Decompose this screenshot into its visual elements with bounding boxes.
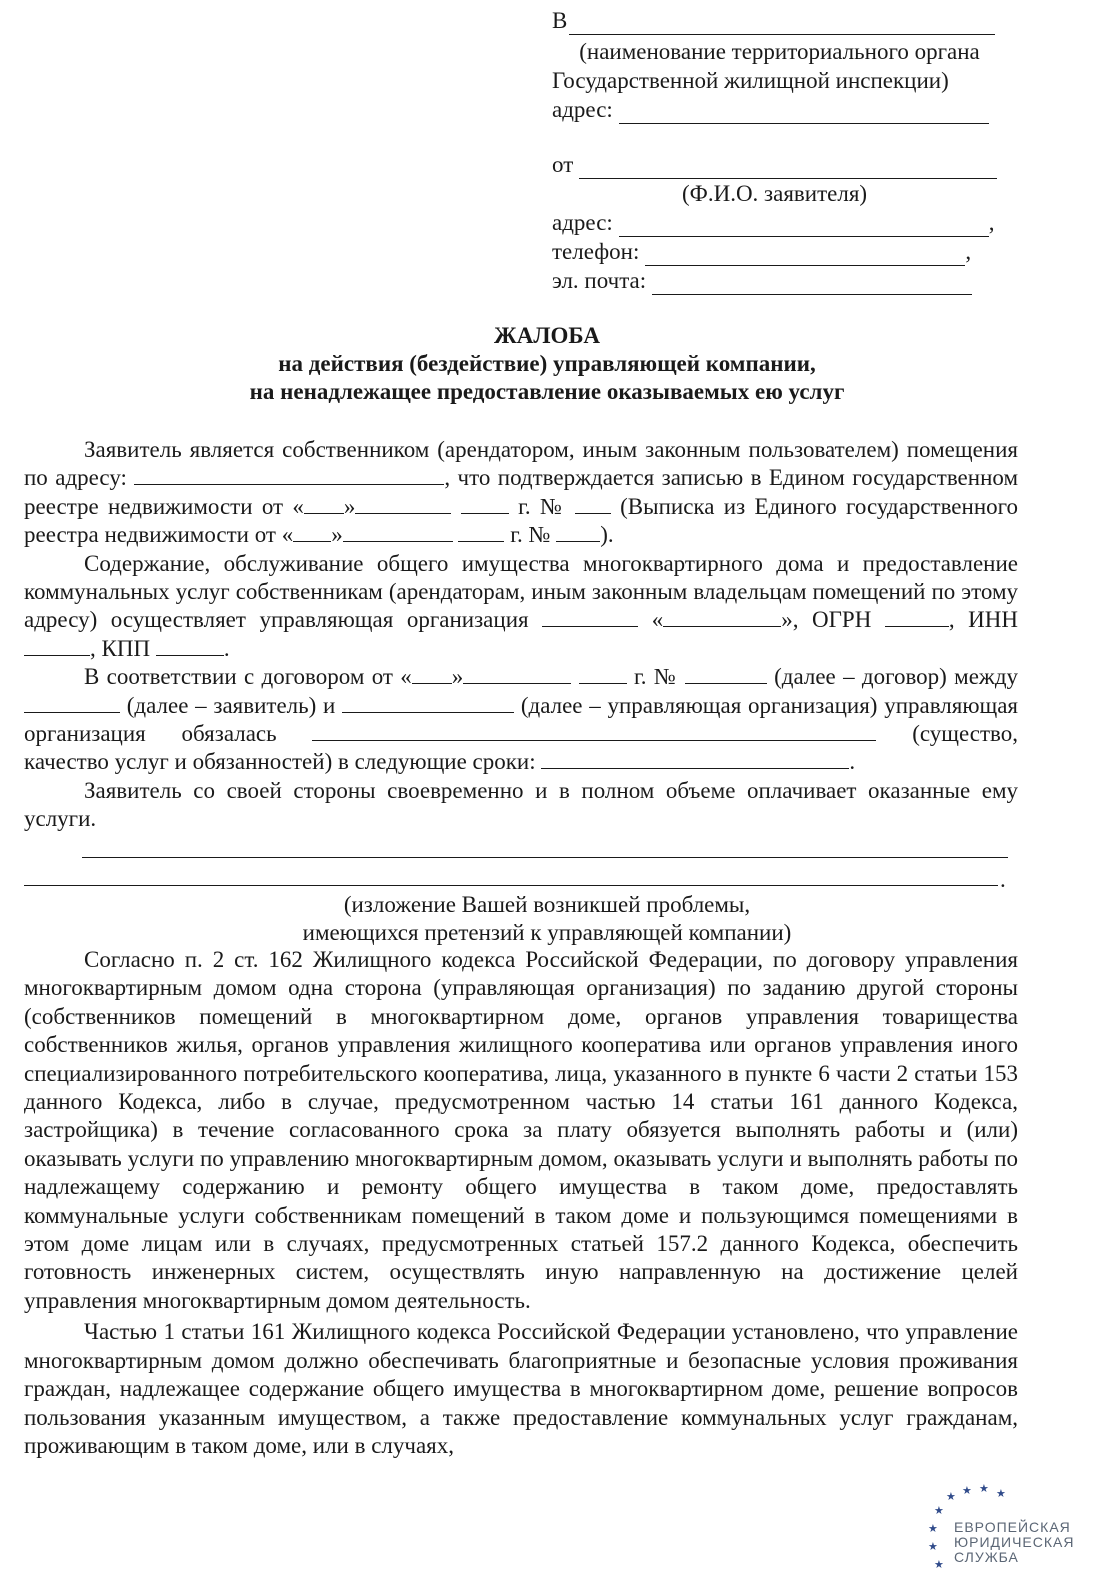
svg-text:★: ★	[996, 1487, 1006, 1500]
addressee-block	[552, 6, 1007, 124]
paragraph-payment: Заявитель со своей стороны своевременно и в полном объеме оплачивает оказанные ему услуги.	[24, 777, 1018, 832]
problem-blank-line2	[24, 885, 998, 886]
organ-note-line1: (наименование территориального органа	[579, 39, 980, 64]
applicant-address-label: адрес:	[552, 210, 613, 235]
to-prefix: В	[552, 8, 568, 33]
inn-blank	[24, 635, 90, 656]
property-address-blank	[134, 464, 444, 485]
svg-text:★: ★	[946, 1490, 956, 1503]
ogrn-blank	[885, 606, 949, 627]
organ-address-blank	[619, 101, 989, 124]
recipient-organ-blank	[569, 12, 995, 35]
title-line3: на ненадлежащее предоставление оказываемых ею услуг	[249, 379, 845, 404]
document-title	[0, 322, 1094, 406]
problem-note-line1: (изложение Вашей возникшей проблемы,	[343, 892, 751, 917]
svg-text:★: ★	[979, 1484, 989, 1495]
paragraph-management-company: Содержание, обслуживание общего имущества многоквартирного дома и предоставление коммунальных услуг собственникам (арендаторам, иным законным владельцам помещений по этому адресу) осуществляет управляющая организация « », ОГРН , ИНН , КПП .	[24, 550, 1019, 661]
svg-text:★: ★	[962, 1484, 972, 1497]
company-name-blank	[542, 606, 638, 627]
paragraph-housing-code-161: Частью 1 статьи 161 Жилищного кодекса Российской Федерации установлено, что управление многоквартирным домом должно обеспечивать благоприятные и безопасные условия проживания граждан, надлежащее содержание общего имущества в многоквартирном доме, решение вопросов пользования указанным имуществом, а также предоставление коммунальных услуг гражданам, проживающим в таком доме, или в случаях,	[24, 1319, 1018, 1458]
phone-label: телефон:	[552, 239, 640, 264]
body-part-1	[24, 436, 1018, 834]
problem-note-line2: имеющихся претензий к управляющей компании)	[302, 920, 792, 945]
applicant-block: от (Ф.И.О. заявителя) адрес: , телефон: , эл. почта:	[552, 150, 1007, 295]
applicant-address-blank	[619, 214, 989, 237]
problem-note	[0, 891, 1094, 947]
title-line2: на действия (бездействие) управляющей компании,	[278, 351, 816, 376]
organ-note-line2: Государственной жилищной инспекции)	[552, 68, 949, 93]
kpp-blank	[156, 635, 224, 656]
body-part-2	[24, 946, 1018, 1460]
paragraph-contract: В соответствии с договором от « » г. № (далее – договор) между (далее – заявитель) и (далее – управляющая организация) управляющая организация обязалась (существо, качество услуг и обязанностей) в следующие сроки: .	[24, 664, 1019, 775]
email-label: эл. почта:	[552, 268, 647, 293]
logo-text: ЕВРОПЕЙСКАЯ ЮРИДИЧЕСКАЯ СЛУЖБА	[954, 1519, 1075, 1565]
paragraph-housing-code-162: Согласно п. 2 ст. 162 Жилищного кодекса Российской Федерации, по договору управления многоквартирным домом одна сторона (управляющая организация) по заданию другой стороны (собственников помещений в многоквартирном доме, органов управления товарищества собственников жилья, органов управления жилищного кооператива или органов управления иного специализированного потребительского кооператива, лица, указанного в пункте 6 части 2 статьи 153 данного Кодекса, либо в случае, предусмотренном частью 14 статьи 161 данного Кодекса, застройщика) в течение согласованного срока за плату обязуется выполнять работы и (или) оказывать услуги по управлению многоквартирным домом, оказывать услуги и выполнять работы по надлежащему содержанию и ремонту общего имущества в таком доме, предоставлять коммунальные услуги собственникам помещений в таком доме и пользующимся помещениями в этом доме лицам или в случаях, предусмотренных статьей 157.2 данного Кодекса, обеспечить готовность инженерных систем, осуществлять иную направленную на достижение целей управления многоквартирным домом деятельность.	[24, 947, 1018, 1313]
title-main: ЖАЛОБА	[494, 323, 600, 348]
svg-text:★: ★	[934, 1558, 944, 1571]
svg-text:★: ★	[934, 1504, 944, 1517]
svg-text:★: ★	[928, 1522, 938, 1535]
deadlines-blank	[541, 748, 849, 769]
email-blank	[652, 272, 972, 295]
problem-end-dot: .	[1000, 867, 1006, 892]
svg-text:★: ★	[928, 1540, 938, 1553]
organ-address-label: адрес:	[552, 97, 613, 122]
problem-blank-line1	[82, 857, 1008, 858]
from-prefix: от	[552, 152, 574, 177]
european-legal-service-logo	[924, 1484, 1084, 1589]
fio-note: (Ф.И.О. заявителя)	[682, 181, 868, 206]
obligations-blank	[312, 720, 876, 741]
phone-blank	[645, 243, 965, 266]
applicant-name-blank	[579, 156, 997, 179]
paragraph-ownership: Заявитель является собственником (арендатором, иным законным пользователем) помещения по адресу: , что подтверждается записью в Едином государственном реестре недвижимости от « » г. № (Выписка из Единого государственного реестра недвижимости от « » г. № ).	[24, 437, 1019, 548]
